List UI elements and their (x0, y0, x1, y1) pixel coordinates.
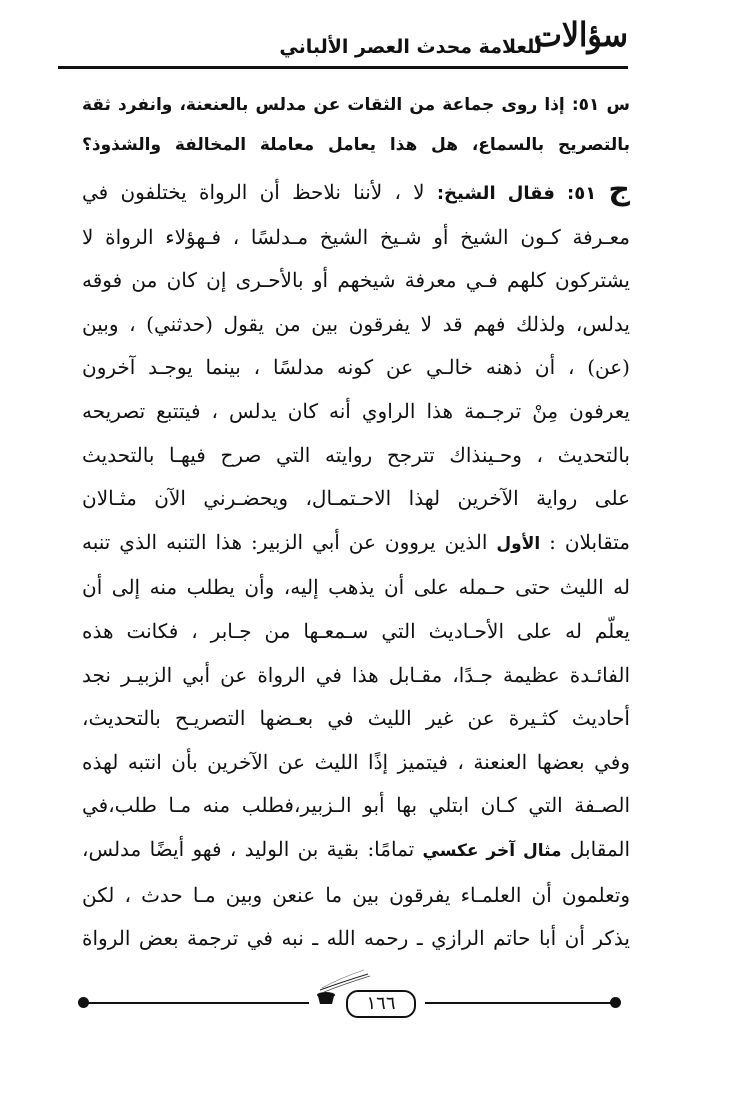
example-first-label: الأول (496, 533, 541, 554)
answer-line: وفي بعضها العنعنة ، فيتميز إذًا الليث عن الآخرين بأن انتبه لهذه (82, 749, 630, 774)
answer-line: يذكر أن أبا حاتم الرازي ـ رحمه الله ـ نبه في ترجمة بعض الرواة (82, 926, 630, 951)
answer-line: يدلس، ولذلك فهم قد لا يفرقون بين من يقول (حدثني) ، وبين (82, 311, 630, 336)
question-line: س ٥١: إذا روى جماعة من الثقات عن مدلس بالعنعنة، وانفرد ثقة (82, 95, 630, 115)
answer-line-text: المقابل (569, 836, 631, 861)
answer-line: بالتحديث ، وحـينذاك تترجح روايته التي صرح فيهـا بالتحديث (82, 442, 630, 467)
footer-ornament-dot (610, 997, 621, 1008)
footer-rule (84, 1002, 309, 1004)
answer-line (82, 521, 630, 567)
answer-line: (عن) ، أن ذهنه خالـي عن كونه مدلسًا ، بينما يوجـد آخرون (82, 355, 630, 380)
answer-line: على رواية الآخرين لهذا الاحـتمـال، ويحضـرني الآن مثـالان (82, 486, 630, 511)
book-brand-logo: سؤالات (533, 16, 628, 55)
question-block (82, 85, 630, 165)
answer-line: يعرفون مِنْ ترجـمة هذا الراوي أنه كان يدلس ، فيتتبع تصريحه (82, 398, 630, 423)
answer-number: ٥١: (567, 183, 597, 204)
answer-label (436, 172, 630, 207)
answer-block (82, 168, 630, 961)
answer-line: يعلّم له على الأحـاديث التي سـمعـها من جـابر ، فكانت هذه (82, 618, 630, 643)
footer-rule (425, 1002, 615, 1004)
answer-line-text: لا ، لأننا نلاحظ أن الرواة يختلفون في (82, 180, 425, 204)
answer-line-text: متقابلان : (549, 529, 630, 554)
answer-line: يشتركون كلهم فـي معرفة شيخهم أو بالأحـرى إن كان من فوقه (82, 268, 630, 293)
answer-line: وتعلمون أن العلمـاء يفرقون بين ما عنعن وبين مـا حدث ، لكن (82, 882, 630, 907)
answer-line: أحاديث كثـيرة عن غير الليث في بعـضها التصريـح بالتحديث، (82, 706, 630, 731)
running-title: للعلامة محدث العصر الألباني (279, 36, 542, 58)
question-line: بالتصريح بالسماع، هل هذا يعامل معاملة المخالفة والشذوذ؟ (82, 135, 630, 155)
answer-line-text: تمامًا: بقية بن الوليد ، فهو أيضًا مدلس، (82, 836, 415, 861)
answer-line: الفائـدة عظيمة جـدًا، مقـابل هذا في الرواة عن أبي الزبيـر نجد (82, 662, 630, 687)
page-number: ١٦٦ (346, 990, 416, 1018)
header-rule (58, 66, 628, 69)
answer-line (82, 828, 630, 874)
page-header (58, 14, 628, 74)
answer-line (82, 168, 630, 216)
answer-line-text: الذين يروون عن أبي الزبير: هذا التنبه الذي تنبه (82, 529, 488, 554)
answer-speaker: فقال الشيخ: (436, 183, 555, 204)
answer-letter: ج (608, 172, 630, 207)
answer-line: له الليث حتى حـمله على أن يذهب إليه، وأن يطلب منه إلى أن (82, 575, 630, 600)
example-second-label: مثال آخر عكسي (422, 840, 562, 861)
answer-line: الصـفة التي كـان ابتلي بها أبو الـزبير،فطلب منه مـا طلب،في (82, 793, 630, 818)
answer-line: معـرفة كـون الشيخ أو شـيخ الشيخ مـدلسًا ، فـهؤلاء الرواة لا (82, 224, 630, 249)
